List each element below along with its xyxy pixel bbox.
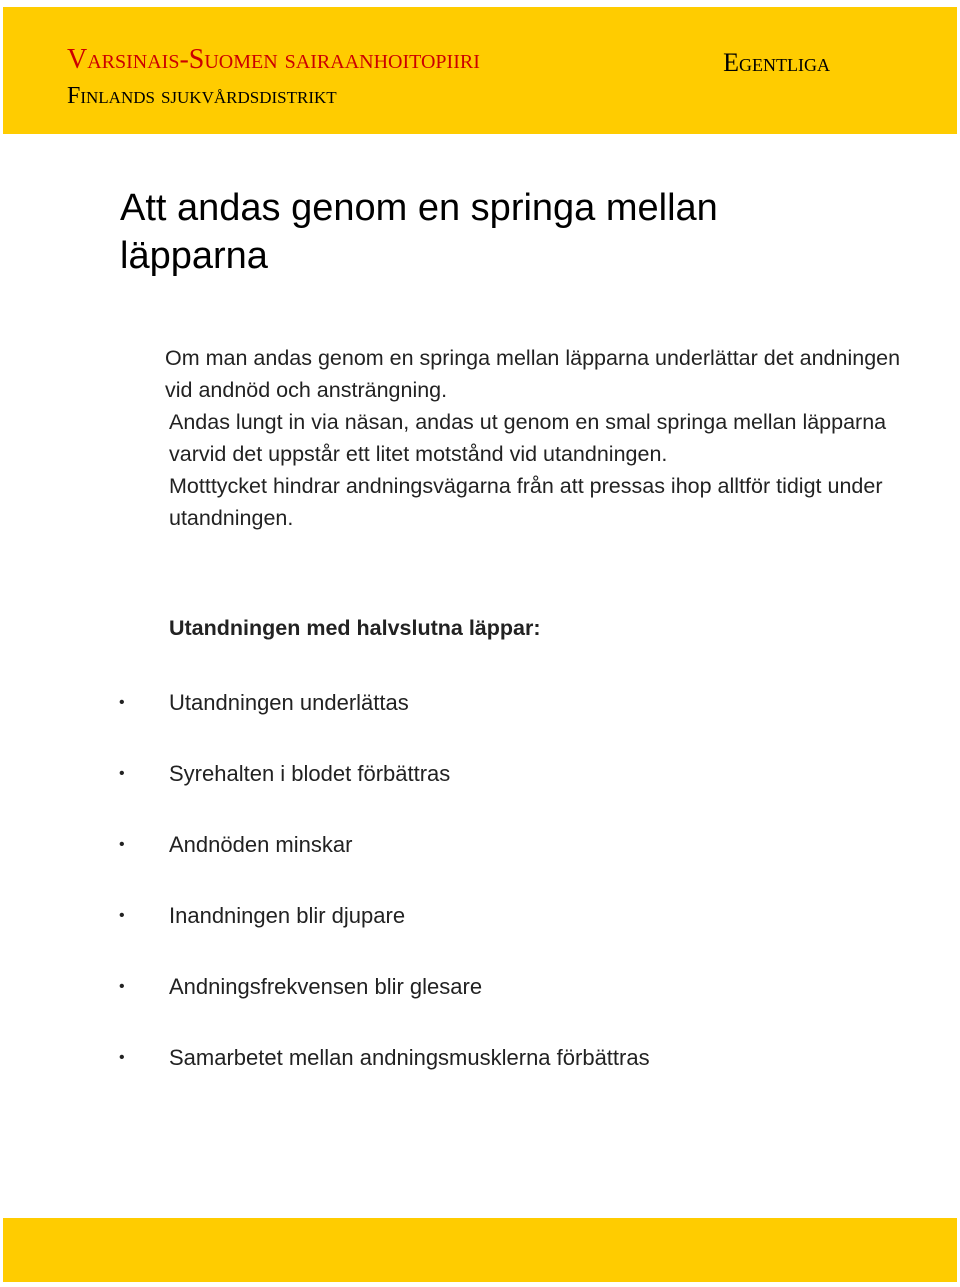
benefits-list (0, 687, 960, 1113)
list-item-text: Utandningen underlättas (169, 690, 409, 715)
intro-text (165, 342, 905, 534)
page-title: Att andas genom en springa mellan läpparna (120, 187, 718, 277)
list-item (0, 758, 960, 829)
footer-band (3, 1218, 957, 1282)
bullet-icon: • (119, 907, 125, 924)
list-item (0, 971, 960, 1042)
list-item (0, 1042, 960, 1113)
list-item-text: Samarbetet mellan andningsmusklerna förbättras (169, 1045, 650, 1070)
intro-paragraph: Andas lungt in via näsan, andas ut genom en smal springa mellan läpparna varvid det uppstår ett litet motstånd vid utandningen. (169, 410, 887, 466)
list-item-text: Andnöden minskar (169, 832, 353, 857)
list-item-text: Syrehalten i blodet förbättras (169, 761, 451, 786)
list-item (0, 687, 960, 758)
organization-name-finnish: Varsinais-Suomen sairaanhoitopiiri (67, 44, 480, 75)
organization-name-swedish: Finlands sjukvårdsdistrikt (67, 83, 337, 109)
list-item-text: Inandningen blir djupare (169, 903, 406, 928)
bullet-icon: • (119, 1049, 125, 1066)
list-item (0, 829, 960, 900)
region-tag: Egentliga (723, 48, 830, 77)
bullet-icon: • (119, 978, 125, 995)
bullet-icon: • (119, 694, 125, 711)
bullet-icon: • (119, 765, 125, 782)
section-heading: Utandningen med halvslutna läppar: (169, 616, 541, 640)
intro-paragraph: Om man andas genom en springa mellan läpparna underlättar det andningen vid andnöd och ansträngning. (165, 346, 901, 402)
list-item-text: Andningsfrekvensen blir glesare (169, 974, 483, 999)
list-item (0, 900, 960, 971)
bullet-icon: • (119, 836, 125, 853)
intro-paragraph: Motttycket hindrar andningsvägarna från att pressas ihop alltför tidigt under utandningen. (169, 474, 883, 530)
